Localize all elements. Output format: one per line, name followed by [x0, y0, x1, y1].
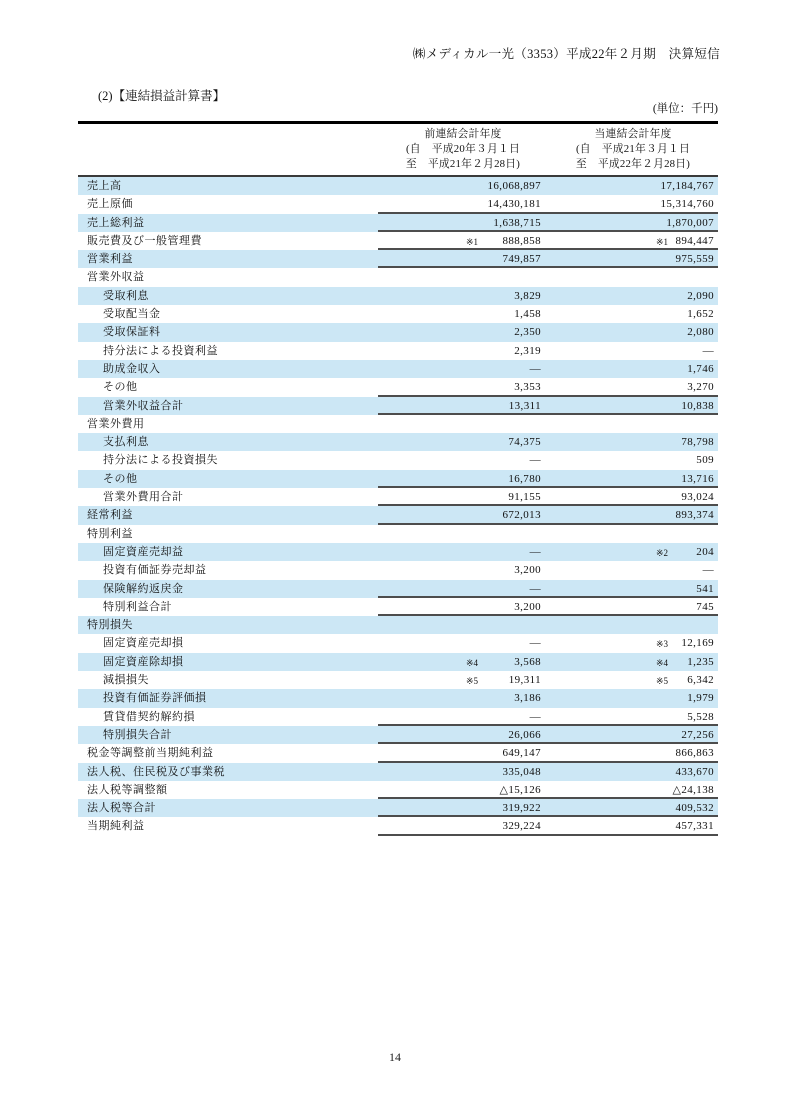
page-number: 14: [389, 1050, 401, 1064]
table-body: [78, 177, 718, 836]
amount-previous-year: [378, 287, 548, 305]
amount-current-year: [548, 580, 718, 598]
column-period-from: (自 平成20年３月１日: [406, 143, 520, 155]
amount-current-year: [548, 214, 718, 232]
amount-value: 3,829: [514, 289, 541, 302]
table-row: [78, 287, 718, 305]
table-row: [78, 543, 718, 561]
amount-current-year: [548, 543, 718, 561]
amount-current-year: [548, 708, 718, 726]
row-label: 法人税、住民税及び事業税: [87, 765, 225, 778]
amount-value: 3,270: [687, 381, 714, 394]
amount-previous-year: [378, 616, 548, 634]
amount-previous-year: [378, 360, 548, 378]
amount-current-year: [548, 781, 718, 799]
label-column-spacer: [78, 127, 378, 175]
amount-value: ―: [529, 362, 541, 375]
amount-current-year: [548, 671, 718, 689]
amount-current-year: [548, 689, 718, 707]
table-row: [78, 671, 718, 689]
table-row: [78, 580, 718, 598]
table-row: [78, 598, 718, 616]
amount-current-year: [548, 323, 718, 341]
amount-current-year: [548, 268, 718, 286]
table-header: [78, 124, 718, 177]
amount-previous-year: [378, 817, 548, 835]
row-label: 固定資産売却損: [103, 637, 184, 650]
column-period-to: 至 平成21年２月28日): [405, 158, 521, 170]
amount-value: 2,350: [514, 326, 541, 339]
table-row: [78, 525, 718, 543]
amount-value: ―: [529, 637, 541, 650]
row-label: 受取保証料: [103, 326, 161, 339]
row-label: 営業外収益: [87, 271, 145, 284]
amount-current-year: [548, 506, 718, 524]
table-row: [78, 708, 718, 726]
row-label: 持分法による投資損失: [103, 454, 218, 467]
amount-value: 1,638,715: [493, 216, 541, 229]
row-label: 特別利益合計: [103, 600, 172, 613]
amount-current-year: [548, 232, 718, 250]
amount-value: △15,126: [499, 783, 541, 796]
row-label: 固定資産売却益: [103, 545, 184, 558]
amount-previous-year: [378, 195, 548, 213]
amount-current-year: [548, 525, 718, 543]
amount-previous-year: [378, 433, 548, 451]
amount-value: 457,331: [675, 820, 714, 833]
amount-value: 2,319: [514, 344, 541, 357]
amount-value: 893,374: [675, 509, 714, 522]
amount-current-year: [548, 287, 718, 305]
amount-current-year: [548, 177, 718, 195]
amount-current-year: [548, 378, 718, 396]
row-label: 支払利息: [103, 436, 149, 449]
amount-current-year: [548, 195, 718, 213]
amount-value: 409,532: [675, 802, 714, 815]
table-row: [78, 397, 718, 415]
table-row: [78, 214, 718, 232]
amount-current-year: [548, 342, 718, 360]
row-label: 賃貸借契約解約損: [103, 710, 195, 723]
table-row: [78, 433, 718, 451]
amount-value: 15,314,760: [660, 198, 714, 211]
table-row: [78, 378, 718, 396]
note-marker: ※4: [655, 657, 668, 668]
amount-previous-year: [378, 763, 548, 781]
amount-current-year: [548, 561, 718, 579]
table-row: [78, 726, 718, 744]
table-row: [78, 195, 718, 213]
amount-previous-year: [378, 543, 548, 561]
note-marker: ※4: [465, 657, 478, 668]
amount-current-year: [548, 305, 718, 323]
amount-previous-year: [378, 799, 548, 817]
row-label: 持分法による投資利益: [103, 344, 218, 357]
amount-value: 19,311: [508, 674, 541, 687]
note-marker: ※2: [655, 547, 668, 558]
amount-previous-year: [378, 214, 548, 232]
amount-value: 749,857: [502, 253, 541, 266]
amount-previous-year: [378, 397, 548, 415]
amount-value: ―: [529, 454, 541, 467]
row-label: 固定資産除却損: [103, 655, 184, 668]
column-title: 当連結会計年度: [594, 128, 672, 140]
amount-value: 10,838: [681, 399, 714, 412]
row-label: 営業利益: [87, 253, 133, 266]
row-label: 助成金収入: [103, 362, 161, 375]
amount-value: 672,013: [502, 509, 541, 522]
table-row: [78, 744, 718, 762]
amount-value: 3,200: [514, 600, 541, 613]
amount-current-year: [548, 360, 718, 378]
row-label: 売上原価: [87, 198, 133, 211]
amount-value: 27,256: [681, 728, 714, 741]
row-label: 売上総利益: [87, 216, 145, 229]
section-title: (2)【連結損益計算書】: [98, 89, 226, 103]
row-label: 特別損失合計: [103, 728, 172, 741]
row-label: 営業外費用合計: [103, 491, 184, 504]
table-row: [78, 506, 718, 524]
table-row: [78, 817, 718, 835]
amount-value: ―: [702, 344, 714, 357]
row-label: 営業外収益合計: [103, 399, 184, 412]
amount-previous-year: [378, 268, 548, 286]
amount-value: 335,048: [502, 765, 541, 778]
amount-value: ―: [702, 564, 714, 577]
row-label: その他: [103, 381, 138, 394]
amount-current-year: [548, 634, 718, 652]
amount-value: 13,716: [681, 472, 714, 485]
amount-previous-year: [378, 506, 548, 524]
amount-current-year: [548, 415, 718, 433]
table-row: [78, 268, 718, 286]
amount-value: 1,458: [514, 308, 541, 321]
amount-value: 1,870,007: [666, 216, 714, 229]
table-row: [78, 488, 718, 506]
table-row: [78, 470, 718, 488]
table-row: [78, 561, 718, 579]
table-row: [78, 653, 718, 671]
note-marker: ※1: [655, 236, 668, 247]
amount-value: 1,652: [687, 308, 714, 321]
amount-current-year: [548, 817, 718, 835]
amount-previous-year: [378, 323, 548, 341]
amount-value: 509: [696, 454, 714, 467]
amount-value: 78,798: [681, 436, 714, 449]
row-label: 当期純利益: [87, 820, 145, 833]
amount-value: 14,430,181: [487, 198, 541, 211]
note-marker: ※5: [655, 676, 668, 687]
row-label: 特別利益: [87, 527, 133, 540]
amount-value: 1,979: [687, 692, 714, 705]
table-row: [78, 250, 718, 268]
table-row: [78, 799, 718, 817]
row-label: 法人税等合計: [87, 802, 156, 815]
amount-value: 3,353: [514, 381, 541, 394]
amount-previous-year: [378, 744, 548, 762]
amount-current-year: [548, 598, 718, 616]
table-row: [78, 232, 718, 250]
amount-current-year: [548, 433, 718, 451]
amount-value: 319,922: [502, 802, 541, 815]
amount-previous-year: [378, 598, 548, 616]
income-statement-table: [78, 121, 718, 836]
amount-value: 866,863: [675, 747, 714, 760]
row-label: 減損損失: [103, 674, 149, 687]
document-header: ㈱メディカル一光（3353）平成22年２月期 決算短信: [412, 47, 720, 61]
amount-previous-year: [378, 488, 548, 506]
table-row: [78, 323, 718, 341]
amount-previous-year: [378, 342, 548, 360]
row-label: 法人税等調整額: [87, 783, 168, 796]
table-row: [78, 342, 718, 360]
amount-value: 1,746: [687, 362, 714, 375]
amount-current-year: [548, 451, 718, 469]
amount-previous-year: [378, 708, 548, 726]
amount-value: 5,528: [687, 710, 714, 723]
amount-previous-year: [378, 470, 548, 488]
amount-value: 433,670: [675, 765, 714, 778]
column-period-to: 至 平成22年２月28日): [575, 158, 691, 170]
amount-value: 745: [696, 600, 714, 613]
amount-value: 13,311: [508, 399, 541, 412]
amount-value: 2,090: [687, 289, 714, 302]
column-header-previous-year: [378, 127, 548, 175]
amount-previous-year: [378, 689, 548, 707]
note-marker: ※3: [655, 639, 668, 650]
amount-previous-year: [378, 232, 548, 250]
amount-current-year: [548, 397, 718, 415]
amount-current-year: [548, 653, 718, 671]
amount-value: 329,224: [502, 820, 541, 833]
row-label: 税金等調整前当期純利益: [87, 747, 214, 760]
amount-current-year: [548, 726, 718, 744]
table-row: [78, 415, 718, 433]
amount-value: 91,155: [508, 491, 541, 504]
amount-value: 3,186: [514, 692, 541, 705]
amount-previous-year: [378, 415, 548, 433]
table-row: [78, 763, 718, 781]
amount-value: 204: [696, 545, 714, 558]
amount-value: 541: [696, 582, 714, 595]
amount-current-year: [548, 470, 718, 488]
row-label: その他: [103, 472, 138, 485]
amount-current-year: [548, 616, 718, 634]
table-row: [78, 305, 718, 323]
amount-value: ―: [529, 545, 541, 558]
amount-value: 17,184,767: [660, 180, 714, 192]
amount-current-year: [548, 763, 718, 781]
amount-value: 74,375: [508, 436, 541, 449]
amount-value: △24,138: [672, 783, 714, 796]
amount-value: ―: [529, 582, 541, 595]
amount-previous-year: [378, 451, 548, 469]
table-row: [78, 360, 718, 378]
amount-current-year: [548, 488, 718, 506]
amount-value: ―: [529, 710, 541, 723]
amount-value: 26,066: [508, 728, 541, 741]
amount-value: 975,559: [675, 253, 714, 266]
amount-previous-year: [378, 305, 548, 323]
row-label: 保険解約返戻金: [103, 582, 184, 595]
column-title: 前連結会計年度: [424, 128, 502, 140]
amount-value: 12,169: [681, 637, 714, 650]
note-marker: ※1: [465, 236, 478, 247]
table-row: [78, 689, 718, 707]
amount-value: 3,568: [514, 655, 541, 668]
table-row: [78, 616, 718, 634]
row-label: 売上高: [87, 180, 122, 192]
amount-current-year: [548, 250, 718, 268]
row-label: 営業外費用: [87, 417, 145, 430]
amount-value: 649,147: [502, 747, 541, 760]
amount-previous-year: [378, 177, 548, 195]
amount-previous-year: [378, 671, 548, 689]
amount-value: 16,068,897: [487, 180, 541, 192]
amount-value: 16,780: [508, 472, 541, 485]
row-label: 受取配当金: [103, 308, 161, 321]
table-row: [78, 634, 718, 652]
table-row: [78, 781, 718, 799]
amount-value: 6,342: [687, 674, 714, 687]
amount-value: 888,858: [502, 234, 541, 247]
row-label: 受取利息: [103, 289, 149, 302]
amount-current-year: [548, 744, 718, 762]
unit-note: (単位：千円): [652, 103, 718, 115]
amount-value: 2,080: [687, 326, 714, 339]
amount-previous-year: [378, 653, 548, 671]
row-label: 投資有価証券売却益: [103, 564, 207, 577]
amount-value: 894,447: [675, 234, 714, 247]
column-period-from: (自 平成21年３月１日: [576, 143, 690, 155]
amount-value: 3,200: [514, 564, 541, 577]
amount-current-year: [548, 799, 718, 817]
amount-previous-year: [378, 634, 548, 652]
amount-previous-year: [378, 561, 548, 579]
column-header-current-year: [548, 127, 718, 175]
row-label: 投資有価証券評価損: [103, 692, 207, 705]
amount-value: 93,024: [681, 491, 714, 504]
amount-previous-year: [378, 378, 548, 396]
table-row: [78, 451, 718, 469]
amount-value: 1,235: [687, 655, 714, 668]
note-marker: ※5: [465, 676, 478, 687]
amount-previous-year: [378, 580, 548, 598]
row-label: 特別損失: [87, 619, 133, 632]
amount-previous-year: [378, 726, 548, 744]
table-row: [78, 177, 718, 195]
amount-previous-year: [378, 781, 548, 799]
amount-previous-year: [378, 250, 548, 268]
row-label: 販売費及び一般管理費: [87, 234, 202, 247]
amount-previous-year: [378, 525, 548, 543]
row-label: 経常利益: [87, 509, 133, 522]
